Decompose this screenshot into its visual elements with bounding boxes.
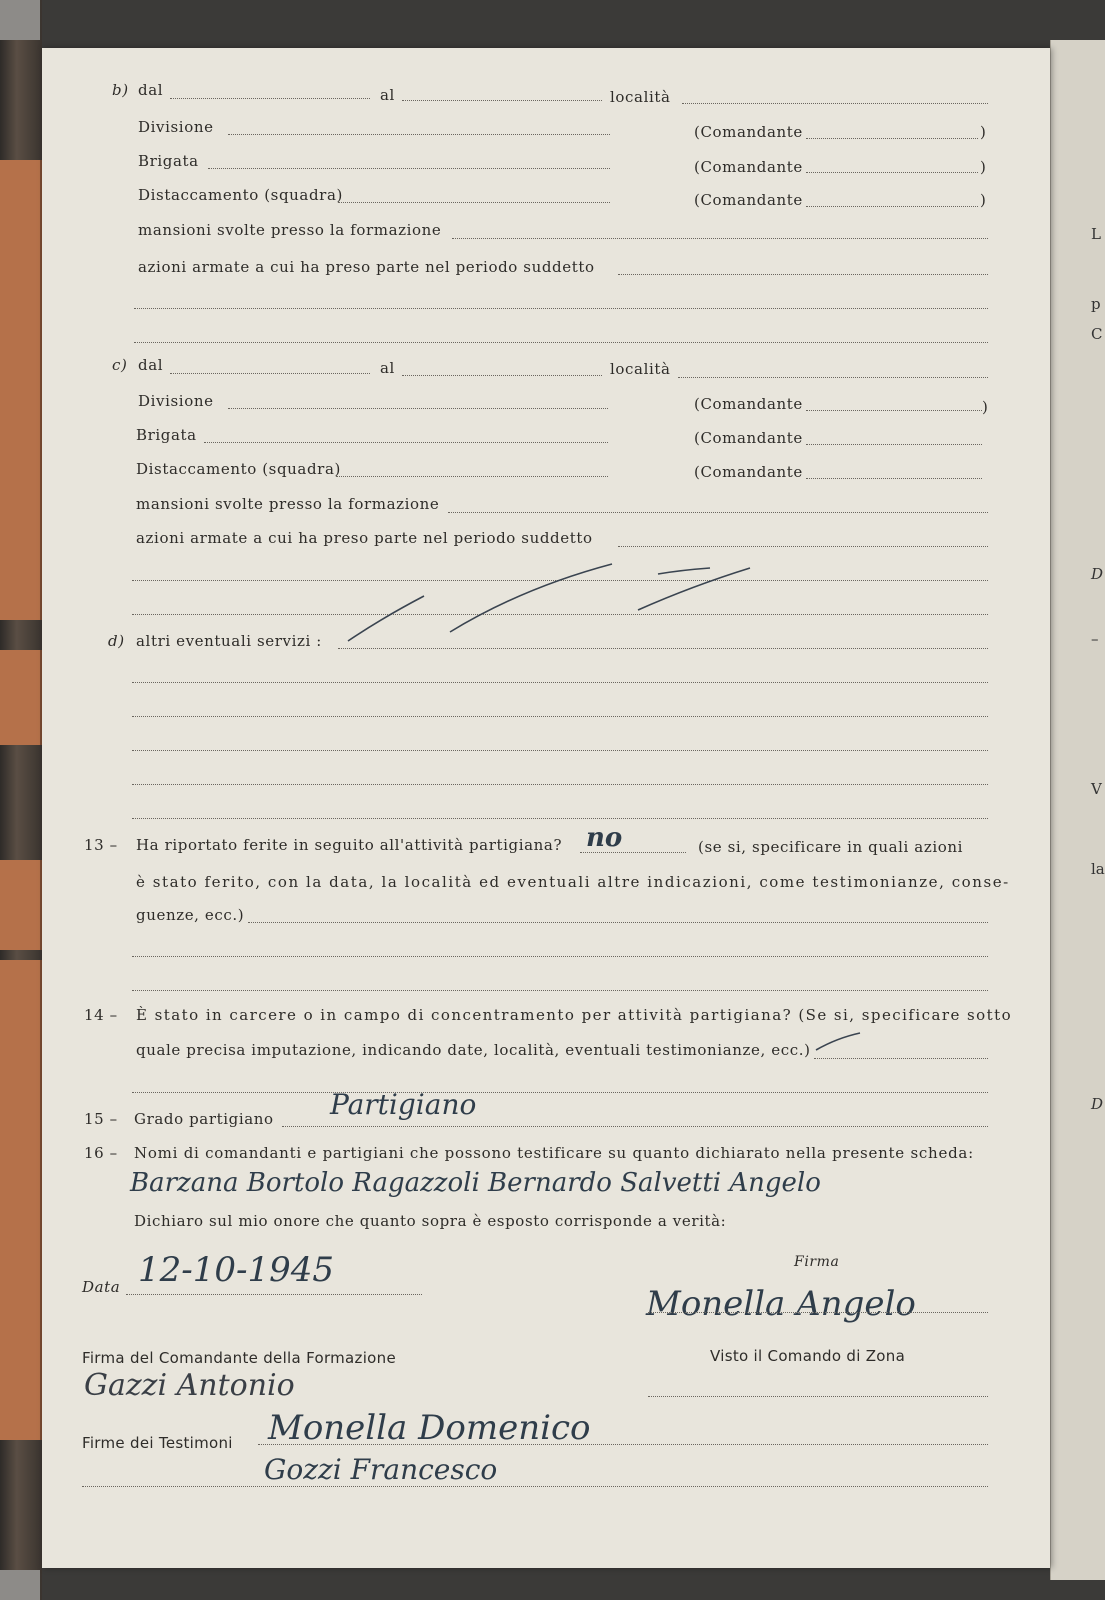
section-c-letter: c) <box>112 356 128 374</box>
section-b-localita-label: località <box>610 88 671 106</box>
section-c-divisione-label: Divisione <box>138 392 214 410</box>
section-b-close-paren: ) <box>980 191 987 209</box>
section-b-divisione-label: Divisione <box>138 118 214 136</box>
q13-question-line2: è stato ferito, con la data, la località ed eventuali altre indicazioni, come testimonianze, conse- <box>136 873 1010 891</box>
declaration-text: Dichiaro sul mio onore che quanto sopra è esposto corrisponde a verità: <box>134 1212 727 1230</box>
section-c-distaccamento-comandante: (Comandante <box>694 463 803 481</box>
blank-line[interactable] <box>132 990 988 991</box>
section-b-brigata-label: Brigata <box>138 152 199 170</box>
binding-tab <box>0 650 42 745</box>
section-b-letter: b) <box>112 81 129 99</box>
form-page <box>42 48 1050 1568</box>
section-b-mansioni-label: mansioni svolte presso la formazione <box>138 221 442 239</box>
section-b-azioni-label: azioni armate a cui ha preso parte nel periodo suddetto <box>138 258 595 276</box>
edge-letter: L <box>1091 225 1101 243</box>
q16-answer: Barzana Bortolo Ragazzoli Bernardo Salvetti Angelo <box>130 1168 821 1198</box>
q13-number: 13 – <box>84 836 118 854</box>
edge-letter: – <box>1091 630 1099 648</box>
q14-question: È stato in carcere o in campo di concentramento per attività partigiana? (Se si, specificare sotto <box>136 1006 1013 1024</box>
section-b-brigata-comandante: (Comandante <box>694 158 803 176</box>
binding-tab <box>0 160 42 620</box>
blank-line[interactable] <box>132 1092 988 1093</box>
data-field[interactable] <box>126 1294 422 1295</box>
q16-number: 16 – <box>84 1144 118 1162</box>
edge-letter: C <box>1091 325 1103 343</box>
section-b-dal-label: dal <box>138 81 164 99</box>
section-b-close-paren: ) <box>980 123 987 141</box>
testimone-2-signature: Gozzi Francesco <box>264 1453 498 1486</box>
blank-line[interactable] <box>132 956 988 957</box>
ribbon-top <box>0 0 40 40</box>
section-d-label: altri eventuali servizi : <box>136 632 322 650</box>
section-c-dal-label: dal <box>138 356 164 374</box>
testimone-1-field[interactable] <box>258 1444 988 1445</box>
testimone-2-field[interactable] <box>82 1486 988 1487</box>
firma-label: Firma <box>794 1254 840 1270</box>
q13-answer-field[interactable] <box>580 852 686 853</box>
edge-letter: la <box>1091 860 1105 878</box>
visto-label: Visto il Comando di Zona <box>710 1347 906 1365</box>
section-c-al-label: al <box>380 359 395 377</box>
q14-number: 14 – <box>84 1006 118 1024</box>
blank-line[interactable] <box>132 750 988 751</box>
blank-line[interactable] <box>132 716 988 717</box>
testimone-1-signature: Monella Domenico <box>268 1408 591 1448</box>
section-d-field[interactable] <box>338 648 988 649</box>
q15-number: 15 – <box>84 1110 118 1128</box>
q13-detail-field[interactable] <box>248 922 988 923</box>
firma-field[interactable] <box>648 1312 988 1313</box>
data-label: Data <box>82 1278 121 1296</box>
section-b-close-paren: ) <box>980 158 987 176</box>
comandante-label: Firma del Comandante della Formazione <box>82 1349 396 1367</box>
ribbon-bottom <box>0 1570 40 1600</box>
firma-signature: Monella Angelo <box>646 1284 916 1324</box>
visto-field[interactable] <box>648 1396 988 1397</box>
q13-question-cont: (se si, specificare in quali azioni <box>698 838 964 856</box>
edge-letter: D <box>1091 1095 1104 1113</box>
section-c-close-paren: ) <box>982 398 989 416</box>
section-c-mansioni-label: mansioni svolte presso la formazione <box>136 495 440 513</box>
section-c-divisione-comandante: (Comandante <box>694 395 803 413</box>
data-value: 12-10-1945 <box>138 1250 335 1290</box>
section-b-distaccamento-comandante: (Comandante <box>694 191 803 209</box>
section-b-distaccamento-label: Distaccamento (squadra) <box>138 186 343 204</box>
testimoni-label: Firme dei Testimoni <box>82 1434 233 1452</box>
q15-answer: Partigiano <box>330 1088 477 1121</box>
q15-field[interactable] <box>282 1126 988 1127</box>
section-b-divisione-comandante: (Comandante <box>694 123 803 141</box>
next-page-edge <box>1050 40 1105 1580</box>
section-d-letter: d) <box>108 632 125 650</box>
q15-label: Grado partigiano <box>134 1110 274 1128</box>
blank-line[interactable] <box>132 784 988 785</box>
section-c-brigata-comandante: (Comandante <box>694 429 803 447</box>
comandante-signature: Gazzi Antonio <box>84 1368 295 1403</box>
section-c-distaccamento-label: Distaccamento (squadra) <box>136 460 341 478</box>
q16-label: Nomi di comandanti e partigiani che possono testificare su quanto dichiarato nella presente scheda: <box>134 1144 974 1162</box>
section-b-al-label: al <box>380 86 395 104</box>
edge-letter: V <box>1091 780 1102 798</box>
edge-letter: D <box>1091 565 1104 583</box>
edge-letter: p <box>1091 295 1101 313</box>
q13-answer: no <box>586 823 623 853</box>
section-c-localita-label: località <box>610 360 671 378</box>
q14-question-line2: quale precisa imputazione, indicando date, località, eventuali testimonianze, ecc.) <box>136 1041 811 1059</box>
q14-answer-field[interactable] <box>814 1058 988 1059</box>
binding-tab <box>0 860 42 950</box>
strike-marks <box>42 48 1050 1568</box>
q13-question: Ha riportato ferite in seguito all'attività partigiana? <box>136 836 563 854</box>
blank-line[interactable] <box>132 818 988 819</box>
blank-line[interactable] <box>132 682 988 683</box>
section-c-azioni-label: azioni armate a cui ha preso parte nel periodo suddetto <box>136 529 593 547</box>
q13-question-line3: guenze, ecc.) <box>136 906 245 924</box>
section-c-brigata-label: Brigata <box>136 426 197 444</box>
binding-tab <box>0 960 42 1440</box>
